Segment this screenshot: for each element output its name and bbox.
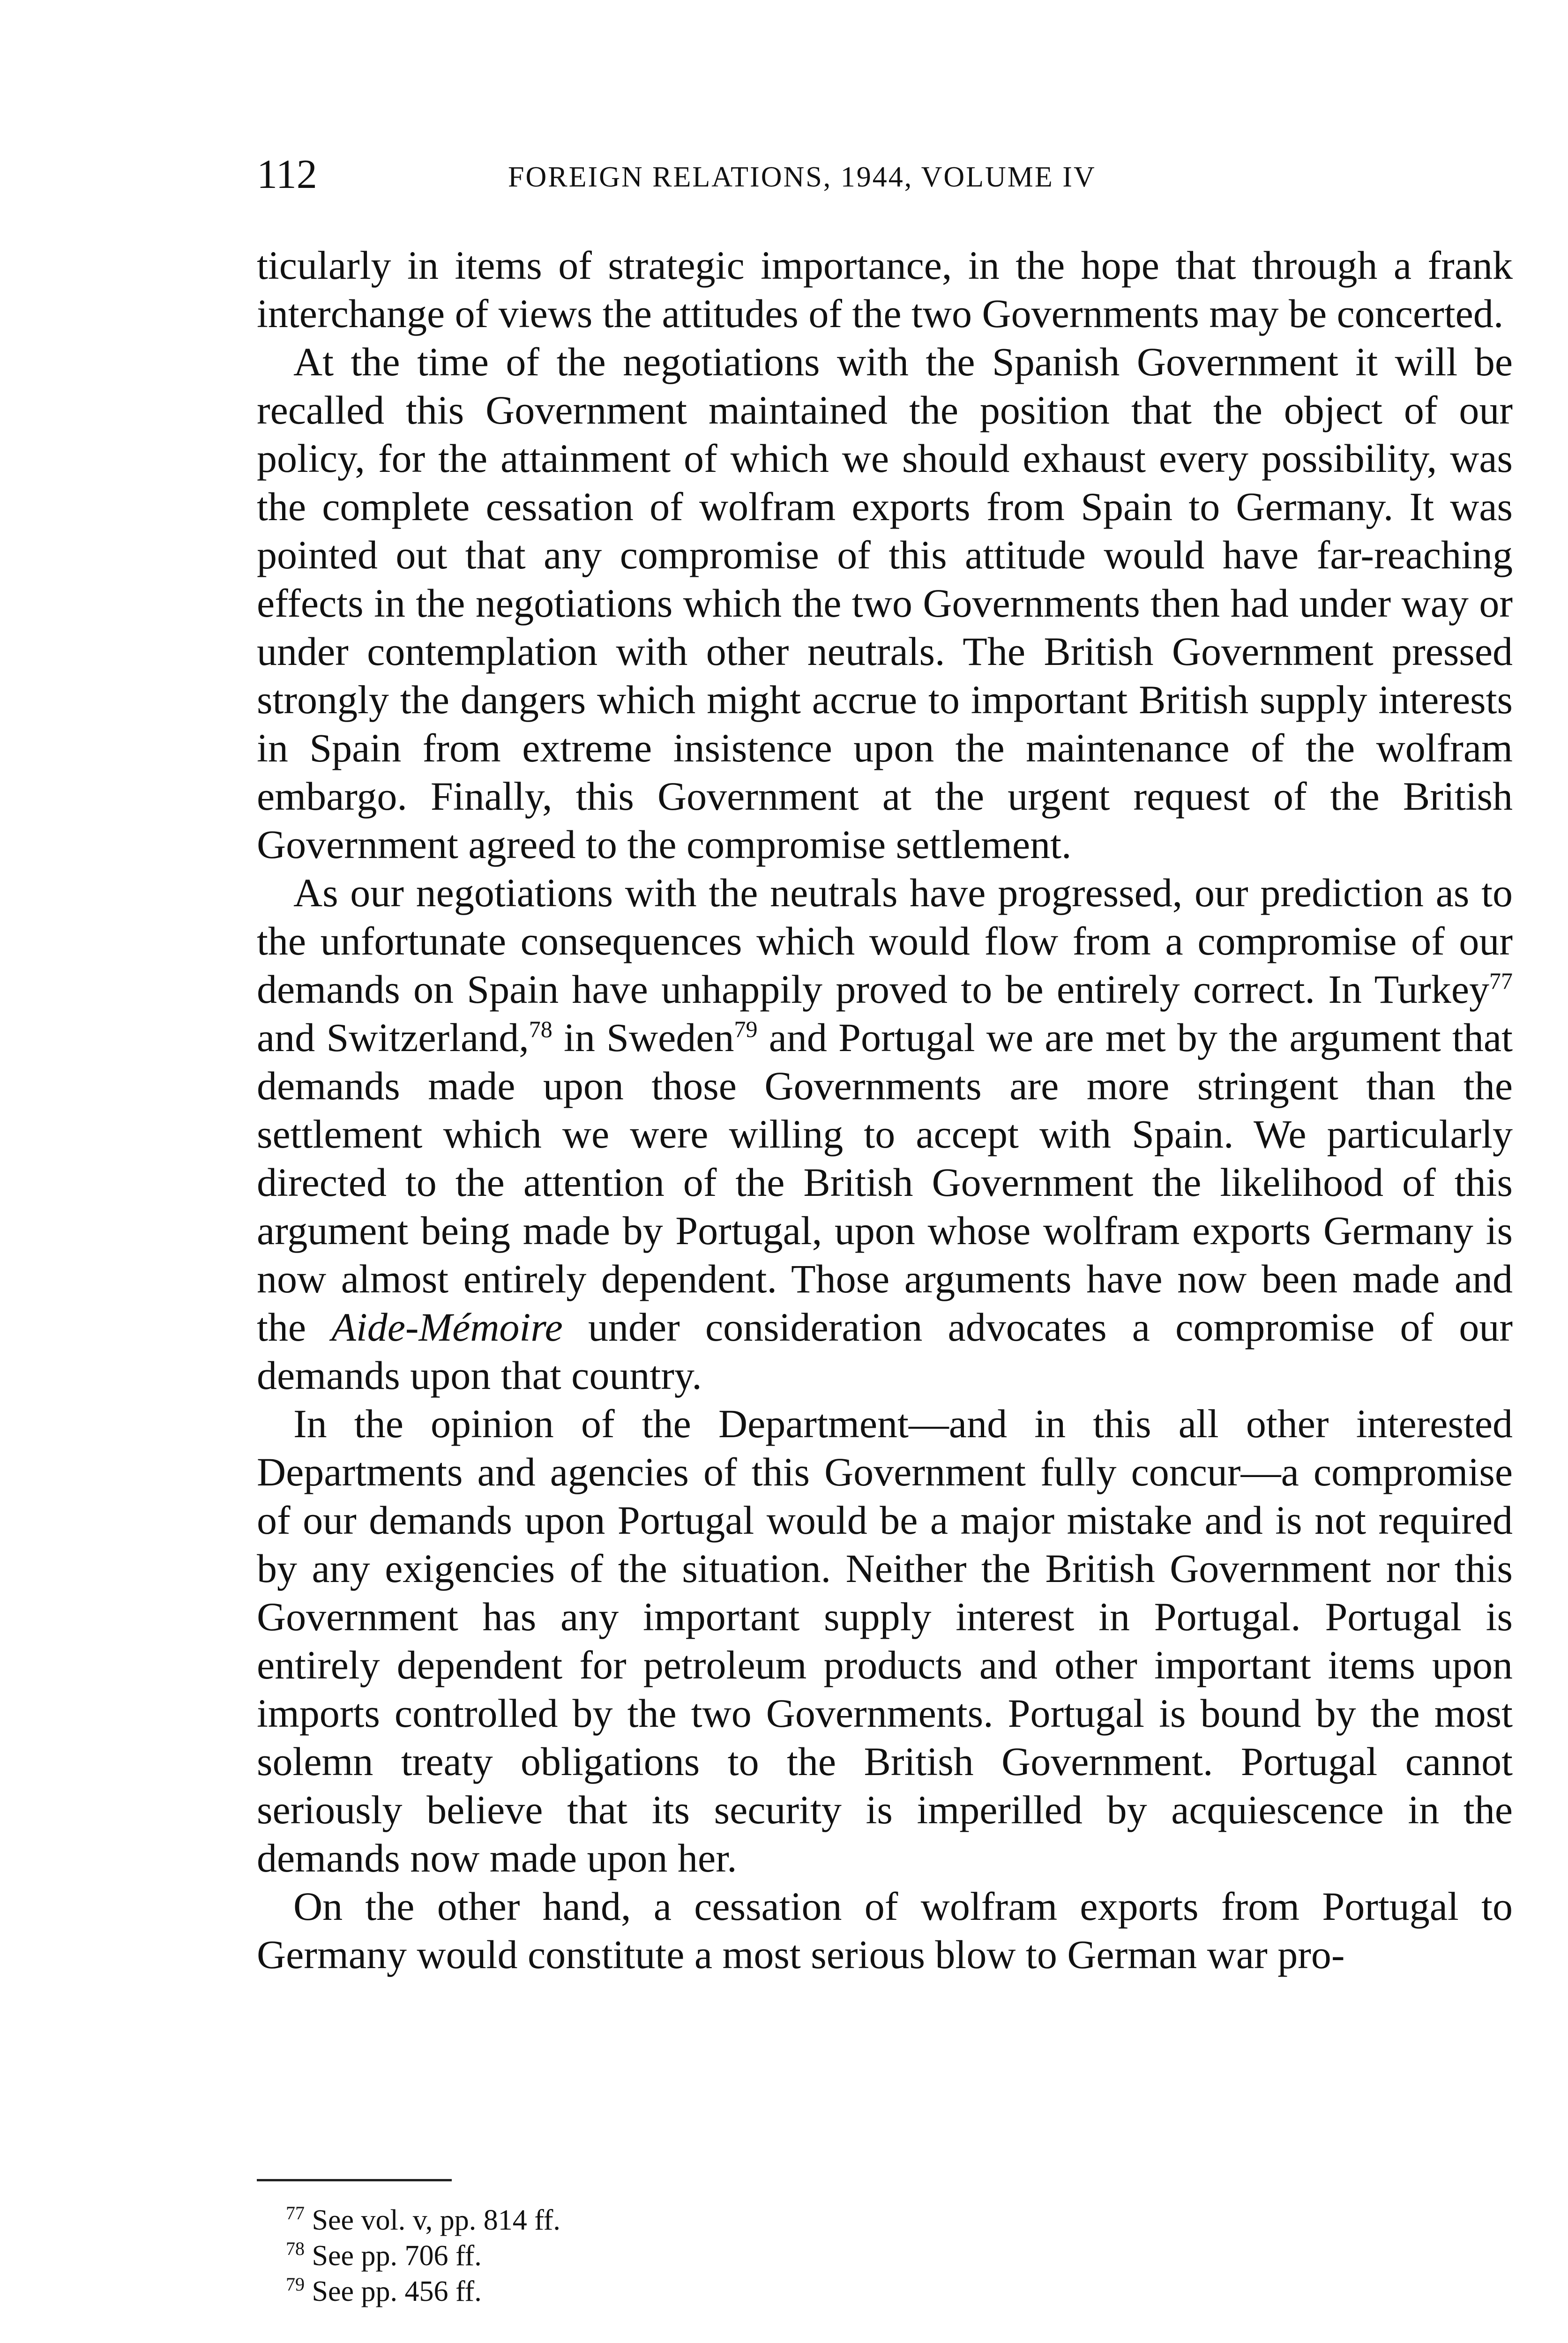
footnote-text: See pp. 706 ff. (312, 2240, 482, 2272)
footnote-79 (286, 2274, 1411, 2309)
paragraph-segment: As our negotiations with the neutrals have progressed, our prediction as to the unfortunate consequences which would flow from a compromise of our demands on Spain have unhappily proved to be entirely correct. In Turkey (257, 870, 1513, 1012)
footnote-ref-77: 77 (1489, 968, 1513, 994)
body-text (257, 241, 1513, 1979)
footnote-text: See pp. 456 ff. (312, 2276, 482, 2307)
page-number: 112 (257, 152, 317, 197)
footnote-text: See vol. v, pp. 814 ff. (312, 2204, 560, 2236)
paragraph-department-opinion: In the opinion of the Department—and in this all other interested Departments and agencies of this Government fully concur—a compromise of our demands upon Portugal would be a major mistake and is not required by any exigencies of the situation. Neither the British Government nor this Government has any important supply interest in Portugal. Portugal is entirely dependent for petroleum products and other important items upon imports controlled by the two Governments. Portugal is bound by the most solemn treaty obligations to the British Government. Portugal cannot seriously believe that its security is imperilled by acquiescence in the demands now made upon her. (257, 1401, 1513, 1880)
paragraph-other-hand: On the other hand, a cessation of wolfram exports from Portugal to Germany would constitute a most serious blow to German war pro- (257, 1884, 1513, 1977)
aide-memoire-italic: Aide-Mémoire (331, 1305, 563, 1350)
footnote-77 (286, 2202, 1411, 2238)
running-head: FOREIGN RELATIONS, 1944, VOLUME IV (508, 161, 1096, 193)
footnote-78 (286, 2238, 1411, 2274)
footnote-ref-78: 78 (529, 1016, 553, 1042)
paragraph-segment: and Switzerland, (257, 1015, 529, 1060)
footnote-marker: 79 (286, 2274, 305, 2295)
footnotes (286, 2202, 1411, 2309)
paragraph-segment: under consideration advocates a compromise of our demands upon that country. (257, 1305, 1513, 1398)
footnote-marker: 78 (286, 2238, 305, 2259)
footnote-divider (257, 2179, 452, 2181)
page-header (257, 149, 1513, 201)
paragraph-segment: and Portugal we are met by the argument that demands made upon those Governments are more stringent than the settlement which we were willing to accept with Spain. We particularly directed to the attention of the British Government the likelihood of this argument being made by Portugal, upon whose wolfram exports Germany is now almost entirely dependent. Those arguments have now been made and the (257, 1015, 1513, 1350)
paragraph-segment: in Sweden (552, 1015, 734, 1060)
paragraph-continued: ticularly in items of strategic importance, in the hope that through a frank interchange of views the attitudes of the two Governments may be concerted. (257, 243, 1513, 336)
footnote-ref-79: 79 (734, 1016, 758, 1042)
footnote-marker: 77 (286, 2202, 305, 2224)
paragraph-neutrals-prediction (257, 869, 1513, 1400)
paragraph-negotiations-spain: At the time of the negotiations with the Spanish Government it will be recalled this Government maintained the position that the object of our policy, for the attainment of which we should exhaust every possibility, was the complete cessation of wolfram exports from Spain to Germany. It was pointed out that any compromise of this attitude would have far-reaching effects in the negotiations which the two Governments then had under way or under contemplation with other neutrals. The British Government pressed strongly the dangers which might accrue to important British supply interests in Spain from extreme insistence upon the maintenance of the wolfram embargo. Finally, this Government at the urgent request of the British Government agreed to the compromise settlement. (257, 339, 1513, 867)
